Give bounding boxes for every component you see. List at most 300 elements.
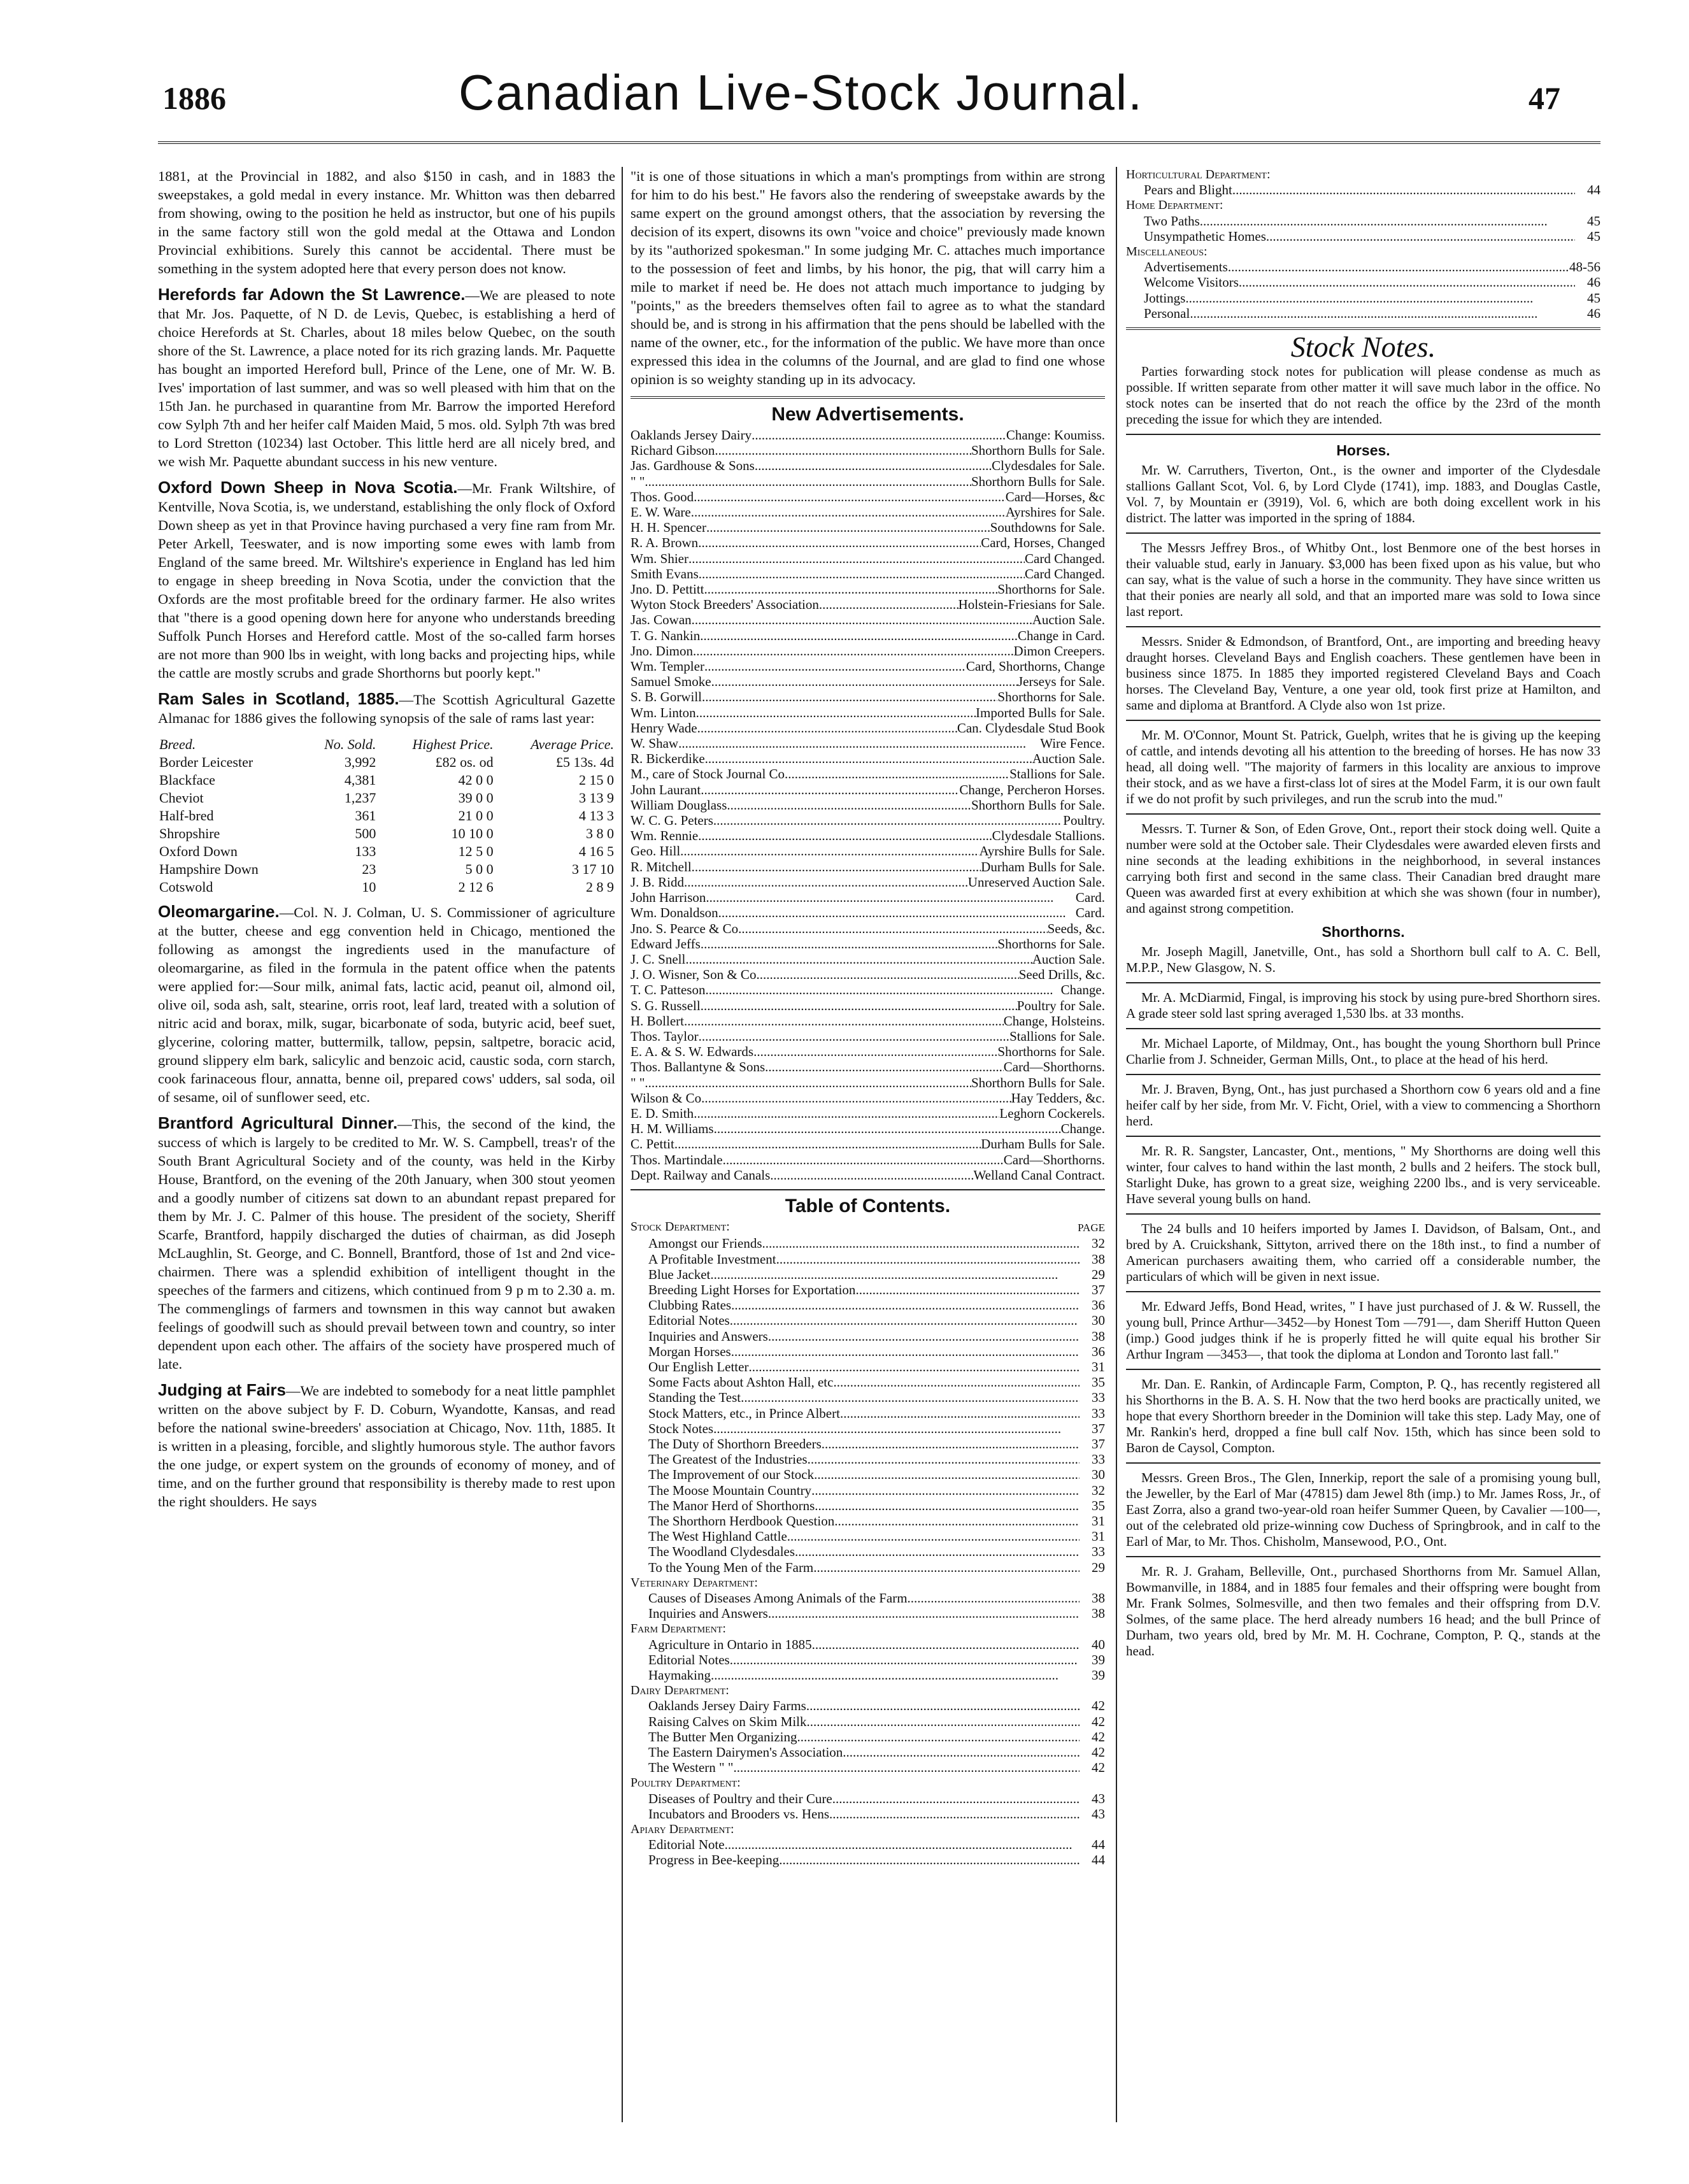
advertisement-description: Clydesdale Stallions.	[992, 828, 1105, 844]
stock-note	[1126, 540, 1600, 620]
table-cell: Border Leicester	[159, 754, 253, 770]
note-divider	[1126, 1213, 1600, 1215]
leader-dots	[731, 1297, 1080, 1313]
leader-dots	[693, 643, 1014, 659]
list-item	[631, 628, 1105, 643]
advertisement-description: Wire Fence.	[1040, 736, 1105, 752]
toc-entry	[631, 1297, 1105, 1313]
toc-entry	[631, 1252, 1105, 1267]
stock-note-text: The Messrs Jeffrey Bros., of Whitby Ont., lost Benmore one of the best horses in their valuable stud, early in January. $3,000 has been fixed upon as his value, but who can say, what is the value of such a horse in the community. They have since written us that their ponies are nearly all sold, and that an imported mare was sold to Iowa since last report.	[1126, 540, 1600, 620]
toc-entry	[631, 1652, 1105, 1667]
table-cell: Hampshire Down	[159, 861, 259, 877]
list-item	[631, 474, 1105, 489]
advertiser-name: Wm. Shier	[631, 550, 688, 566]
leader-dots	[807, 1714, 1080, 1729]
list-item	[631, 643, 1105, 659]
leader-dots	[819, 597, 959, 612]
table-cell: Shropshire	[159, 825, 220, 841]
advertisement-description: Durham Bulls for Sale.	[981, 859, 1105, 874]
advertisement-description: Change, Holsteins.	[1003, 1013, 1105, 1029]
leader-dots	[1190, 306, 1575, 321]
advertiser-name: T. G. Nankin	[631, 627, 701, 643]
toc-entry-title: Some Facts about Ashton Hall, etc	[648, 1374, 834, 1390]
toc-entry	[631, 1606, 1105, 1621]
toc-entry-title: Pears and Blight	[1144, 182, 1232, 198]
toc-entry	[631, 1344, 1105, 1359]
list-item	[631, 1044, 1105, 1059]
toc-entry-page: 33	[1092, 1544, 1105, 1560]
stock-note-text: Messrs. T. Turner & Son, of Eden Grove, Ont., report their stock doing well. Quite a number were sold at the October sale. Their Clydesdales were awarded eleven firsts and nine seconds at the leading exhibitions in the neighborhood, in several instances carrying both first and second in the same class. Their Canadian bred draught mare Queen was awarded first at every exhibition at which she was shown (four in number), and against strong competition.	[1126, 821, 1600, 917]
horses-heading: Horses.	[1336, 442, 1390, 459]
article	[158, 690, 615, 727]
toc-entry-title: Blue Jacket	[648, 1266, 711, 1282]
toc-entry	[631, 1436, 1105, 1452]
leader-dots	[768, 1606, 1080, 1621]
column-3	[1126, 167, 1600, 2127]
toc-entry	[631, 1714, 1105, 1729]
toc-entry-title: Breeding Light Horses for Exportation	[648, 1281, 856, 1297]
stock-note-text: Mr. Dan. E. Rankin, of Ardincaple Farm, Compton, P. Q., has recently registered all his Shorthorns in the B. A. S. H. Now that the two herd books are practically united, we hope that every Shorthorn breeder in the Dominion will take this step. Lady May, one of Mr. Rankin's herd, dropped a fine bull calf Nov. 15th, which has since been sold to Baron de Caysol, Compton.	[1126, 1376, 1600, 1456]
leader-dots	[711, 674, 1018, 689]
stock-note	[1126, 1376, 1600, 1456]
toc-entry-page: 37	[1092, 1281, 1105, 1297]
article-list	[158, 285, 615, 727]
leader-dots	[741, 1390, 1080, 1405]
list-item	[631, 489, 1105, 504]
leader-dots	[1185, 290, 1575, 306]
advertiser-name: S. G. Russell	[631, 997, 701, 1013]
table-row	[158, 807, 615, 825]
advertisement-description: Can. Clydesdale Stud Book	[957, 720, 1105, 736]
table-of-contents-title: Table of Contents.	[785, 1195, 951, 1217]
list-item	[631, 689, 1105, 704]
advertiser-name: S. B. Gorwill	[631, 689, 702, 705]
advertisement-description: Card, Horses, Changed	[981, 535, 1105, 551]
leader-dots	[710, 1267, 1080, 1282]
toc-category: Horticultural Department:	[1126, 168, 1271, 182]
note-divider	[1126, 1369, 1600, 1370]
stock-note	[1126, 727, 1600, 807]
toc-entry-page: 46	[1587, 275, 1600, 290]
stock-note	[1126, 821, 1600, 917]
leader-dots	[723, 1152, 1004, 1167]
leader-dots	[1200, 213, 1575, 229]
table-cell: 3 8 0	[586, 825, 614, 841]
toc-entry-title: Oaklands Jersey Dairy Farms	[648, 1698, 806, 1714]
table-row	[158, 860, 615, 878]
toc-entry-page: 42	[1092, 1713, 1105, 1729]
advertiser-name: William Douglass	[631, 797, 727, 813]
list-item	[631, 674, 1105, 689]
stock-notes-title: Stock Notes.	[1290, 331, 1436, 364]
toc-entry-title: Editorial Notes	[648, 1313, 730, 1329]
leader-dots	[843, 1745, 1080, 1760]
toc-entry-title: Unsympathetic Homes	[1144, 228, 1266, 244]
leader-dots	[770, 1167, 973, 1183]
table-cell: 361	[355, 808, 376, 824]
toc-entry	[631, 1637, 1105, 1652]
stock-note	[1126, 1299, 1600, 1362]
advertiser-name: J. B. Ridd	[631, 874, 685, 890]
leader-dots	[704, 659, 966, 674]
table-header-cell: Highest Price.	[412, 736, 494, 752]
advertiser-name: H. Bollert	[631, 1013, 684, 1029]
toc-entry	[631, 1791, 1105, 1806]
leader-dots	[701, 998, 1017, 1013]
toc-entry-page: 39	[1092, 1667, 1105, 1683]
advertiser-name: Wm. Rennie	[631, 828, 699, 844]
toc-entry-page: 43	[1092, 1790, 1105, 1806]
table-cell: Half-bred	[159, 808, 214, 824]
stock-note	[1126, 1470, 1600, 1550]
stock-note	[1126, 1143, 1600, 1207]
toc-entry	[631, 1760, 1105, 1775]
toc-entry-page: 44	[1092, 1852, 1105, 1868]
advertisement-description: Shorthorn Bulls for Sale.	[971, 443, 1105, 459]
leader-dots	[699, 1029, 1009, 1044]
list-item	[631, 936, 1105, 952]
toc-entry	[631, 1359, 1105, 1374]
toc-entry	[631, 1374, 1105, 1390]
leader-dots	[855, 1282, 1080, 1297]
advertisement-description: Shorthorns for Sale.	[997, 582, 1105, 597]
advertisement-description: Unreserved Auction Sale.	[967, 874, 1105, 890]
advertiser-name: Henry Wade	[631, 720, 697, 736]
stock-note-text: The 24 bulls and 10 heifers imported by James I. Davidson, of Balsam, Ont., and bred by A. Cruickshank, Sittyton, arrived there on the 18th inst., to find a number of American purchasers awaiting them, who carried off a considerable number, the particulars of which will be given in next issue.	[1126, 1221, 1600, 1285]
list-item	[631, 1121, 1105, 1136]
advertiser-name: Wm. Templer	[631, 659, 704, 674]
toc-entry	[631, 1236, 1105, 1251]
article-body: —The Scottish Agricultural Gazette Almanac for 1886 gives the following synopsis of the sale of rams last year:	[158, 692, 615, 726]
advertisement-description: Stallions for Sale.	[1009, 766, 1105, 782]
table-cell: 1,237	[344, 790, 376, 806]
toc-category: Poultry Department:	[631, 1776, 741, 1790]
toc-entry-title: Causes of Diseases Among Animals of the Farm	[648, 1590, 908, 1606]
toc-entry-title: Editorial Note	[648, 1837, 725, 1853]
leader-dots	[706, 520, 990, 535]
table-row	[158, 878, 615, 896]
toc-entry-page: 45	[1587, 228, 1600, 244]
toc-category: Dairy Department:	[631, 1683, 729, 1698]
leader-dots	[813, 1560, 1080, 1575]
toc-entry-title: Editorial Notes	[648, 1652, 730, 1667]
leader-dots	[795, 1544, 1080, 1559]
toc-entry-title: Welcome Visitors	[1144, 275, 1239, 290]
leader-dots	[753, 1044, 997, 1059]
advertiser-name: Wm. Linton	[631, 704, 696, 720]
toc-entry-page: 36	[1092, 1297, 1105, 1313]
leader-dots	[701, 936, 998, 952]
note-divider	[1126, 1074, 1600, 1075]
advertiser-name: Thos. Taylor	[631, 1028, 699, 1044]
table-cell: 10	[362, 879, 376, 895]
toc-entry-page: 38	[1092, 1606, 1105, 1622]
toc-entry-page: 38	[1092, 1590, 1105, 1606]
leader-dots	[678, 736, 1040, 751]
advertiser-name: Wyton Stock Breeders' Association	[631, 597, 819, 613]
advertisement-description: Card Changed.	[1025, 566, 1105, 582]
stock-note	[1126, 990, 1600, 1022]
shorthorns-notes	[1126, 944, 1600, 1659]
leader-dots	[691, 504, 1006, 520]
list-item	[631, 566, 1105, 582]
advertisement-description: Card—Horses, &c	[1005, 489, 1105, 504]
column-divider	[1116, 167, 1117, 2122]
article-body: —We are pleased to note that Mr. Jos. Paquette, of N D. de Levis, Quebec, is establishing a herd of choice Herefords at St. Charles, about 18 miles below Quebec, on the south shore of the St. Lawrence, a place noted for its rich grazing lands. Mr. Paquette has bought an imported Hereford bull, Prince of the Lene, one of Mr. W. B. Ives' importation of last summer, and was so well pleased with him that on the 15th Jan. he purchased in quarantine from Mr. Barrow the imported Hereford cow Sylph 7th and her heifer calf Maiden Maid, 5 mos. old. Sylph 7th was bred to Lord Stretton (10234) last October. This little herd are all nicely bred, and we wish Mr. Paquette abundant success in his new venture.	[158, 287, 615, 469]
leader-dots	[725, 1837, 1080, 1852]
toc-entry-title: Stock Matters, etc., in Prince Albert	[648, 1405, 840, 1421]
list-item	[631, 1075, 1105, 1090]
toc-entry-title: The Manor Herd of Shorthorns	[648, 1497, 815, 1513]
table-header-cell: Breed.	[159, 736, 196, 752]
leader-dots	[834, 1513, 1080, 1529]
leader-dots	[715, 443, 971, 458]
advertiser-name: Thos. Good	[631, 489, 694, 504]
toc-entry	[1126, 275, 1600, 290]
advertisement-description: Poultry.	[1063, 813, 1105, 829]
article-body: —Mr. Frank Wiltshire, of Kentville, Nova Scotia, is, we understand, establishing the only flock of Oxford Down sheep as yet in that Province having purchased a very fine ram from Mr. Peter Arkell, Teeswater, and is now importing some ewes with lamb from England of the same breed. Mr. Wiltshire's experience in England has led him to engage in sheep breeding in Nova Scotia, under the conviction that the Oxfords are the most profitable breed for the ordinary farmer. He also writes that "there is a good opening down here for anyone who understands breeding Suffolk Punch Horses and Hereford cattle. Most of the so-called farm horses are not more than 900 lbs in weight, with long backs and projecting hips, while the cattle are mostly scrubs and grade Shorthorns but poorly kept."	[158, 480, 615, 681]
leader-dots	[714, 1121, 1061, 1136]
table-row	[158, 789, 615, 807]
toc-entry	[1126, 259, 1600, 275]
article-title: Oleomargarine.	[158, 902, 280, 921]
note-divider	[1126, 532, 1600, 534]
advertiser-name: Geo. Hill	[631, 843, 681, 859]
list-item	[631, 828, 1105, 843]
note-divider	[1126, 813, 1600, 815]
advertisement-description: Poultry for Sale.	[1016, 997, 1105, 1013]
toc-entry	[631, 1406, 1105, 1421]
toc-entry-page: 31	[1092, 1359, 1105, 1374]
table-of-contents-continued	[1126, 167, 1600, 321]
note-divider	[1126, 626, 1600, 627]
toc-entry	[631, 1852, 1105, 1867]
advertiser-name: R. Bickerdike	[631, 751, 705, 767]
section-rule	[631, 396, 1105, 399]
toc-entry	[631, 1452, 1105, 1467]
section-rule	[1126, 434, 1600, 435]
table-cell: 2 8 9	[586, 879, 614, 895]
list-item	[631, 427, 1105, 443]
table-cell: 500	[355, 825, 376, 841]
toc-entry-title: The West Highland Cattle	[648, 1529, 787, 1545]
leader-dots	[701, 782, 959, 797]
leader-dots	[685, 952, 1032, 967]
toc-entry	[631, 1729, 1105, 1745]
leader-dots	[748, 1359, 1080, 1374]
toc-entry-title: Agriculture in Ontario in 1885	[648, 1636, 812, 1652]
list-item	[631, 874, 1105, 890]
advertiser-name: M., care of Stock Journal Co	[631, 766, 785, 782]
table-header-row	[158, 735, 615, 753]
advertiser-name: Smith Evans	[631, 566, 699, 582]
toc-entry-page: 43	[1092, 1806, 1105, 1822]
advertisement-description: Imported Bulls for Sale.	[976, 704, 1105, 720]
note-divider	[1126, 720, 1600, 721]
toc-category: Home Department:	[1126, 198, 1223, 213]
toc-entry-page: 45	[1587, 290, 1600, 306]
toc-category: Apiary Department:	[631, 1822, 734, 1837]
stock-note-text: Mr. R. R. Sangster, Lancaster, Ont., mentions, " My Shorthorns are doing well this winter, four calves to hand within the last month, 2 bulls and 2 heifers. The stock bull, Starlight Duke, has grown to a great size, weighing 2200 lbs., and is very serviceable. Have several young bulls on hand.	[1126, 1143, 1600, 1207]
article	[158, 1114, 615, 1373]
article-title: Oxford Down Sheep in Nova Scotia.	[158, 478, 458, 497]
advertisement-description: Holstein-Friesians for Sale.	[958, 597, 1105, 613]
advertiser-name: R. A. Brown	[631, 535, 699, 551]
article	[158, 903, 615, 1106]
stock-note	[1126, 634, 1600, 713]
article	[158, 1381, 615, 1511]
leader-dots	[756, 967, 1018, 982]
leader-dots	[840, 1406, 1080, 1421]
toc-entry-page: 46	[1587, 305, 1600, 321]
list-item	[631, 1136, 1105, 1152]
advertiser-name: " "	[631, 473, 645, 489]
table-cell: 42 0 0	[458, 772, 494, 788]
toc-entry-page: 48-56	[1569, 259, 1600, 275]
advertisement-description: Stallions for Sale.	[1009, 1028, 1105, 1044]
toc-entry	[631, 1806, 1105, 1822]
advertisement-description: Change in Card.	[1017, 627, 1105, 643]
toc-entry	[631, 1837, 1105, 1852]
stock-note	[1126, 1221, 1600, 1285]
list-item	[631, 659, 1105, 674]
table-cell: £82 os. od	[435, 754, 494, 770]
leader-dots	[1239, 275, 1575, 290]
toc-entry-title: Morgan Horses	[648, 1343, 731, 1359]
toc-entry-page: 30	[1092, 1467, 1105, 1483]
advertisement-description: Jerseys for Sale.	[1017, 674, 1105, 690]
article-title: Ram Sales in Scotland, 1885.	[158, 689, 399, 708]
leader-dots	[696, 705, 976, 720]
article-title: Judging at Fairs	[158, 1380, 286, 1399]
leader-dots	[814, 1467, 1080, 1482]
table-row	[158, 825, 615, 843]
toc-entry	[631, 1560, 1105, 1575]
toc-entry-title: The Duty of Shorthorn Breeders	[648, 1436, 822, 1452]
toc-entry-title: Stock Notes	[648, 1420, 714, 1436]
leader-dots	[701, 1090, 1011, 1106]
stock-note-text: Mr. Joseph Magill, Janetville, Ont., has sold a Shorthorn bull calf to A. C. Bell, M.P.P., New Glasgow, N. S.	[1126, 944, 1600, 976]
leader-dots	[1266, 229, 1575, 244]
toc-entry-title: Inquiries and Answers	[648, 1328, 768, 1344]
toc-entry	[1126, 229, 1600, 244]
table-cell: £5 13s. 4d	[555, 754, 614, 770]
advertiser-name: John Laurant	[631, 782, 701, 797]
toc-entry	[1126, 306, 1600, 321]
list-item	[631, 504, 1105, 520]
list-item	[631, 1090, 1105, 1106]
list-item	[631, 952, 1105, 967]
stock-note-text: Mr. Edward Jeffs, Bond Head, writes, " I have just purchased of J. & W. Russell, the young bull, Prince Arthur—3452—by Honest Tom —791—, dam Sheriff Hutton Queen (imp.) Good judges think if he is properly fitted he will quite equal his brother Sir Arthur Ingram —3453—, that took the diploma at London and Toronto last fall."	[1126, 1299, 1600, 1362]
advertisement-description: Hay Tedders, &c.	[1011, 1090, 1105, 1106]
toc-entry-page: 42	[1092, 1729, 1105, 1745]
advertisement-description: Shorthorn Bulls for Sale.	[971, 473, 1105, 489]
advertisement-description: Welland Canal Contract.	[973, 1167, 1105, 1183]
toc-entry-title: To the Young Men of the Farm	[648, 1559, 814, 1575]
article	[158, 478, 615, 682]
list-item	[631, 967, 1105, 982]
toc-entry-page: 30	[1092, 1313, 1105, 1329]
list-item	[631, 1106, 1105, 1121]
toc-entry-title: Progress in Bee-keeping	[648, 1852, 780, 1868]
table-cell: 3 13 9	[579, 790, 614, 806]
advertiser-name: Oaklands Jersey Dairy	[631, 427, 752, 443]
leader-dots	[699, 566, 1025, 582]
advertisement-description: Shorthorn Bulls for Sale.	[971, 797, 1105, 813]
toc-entry	[631, 1498, 1105, 1513]
stock-note	[1126, 1564, 1600, 1659]
toc-entry-title: The Improvement of our Stock	[648, 1467, 815, 1483]
toc-category: Miscellaneous:	[1126, 245, 1208, 259]
article-title: Herefords far Adown the St Lawrence.	[158, 285, 466, 304]
horses-notes	[1126, 462, 1600, 917]
advertisement-description: Change, Percheron Horses.	[959, 782, 1105, 797]
leader-dots	[692, 859, 981, 874]
toc-entry	[631, 1590, 1105, 1606]
leader-dots	[755, 458, 992, 473]
journal-title: Canadian Live-Stock Journal.	[459, 64, 1143, 120]
column-divider	[622, 167, 623, 2122]
table-row	[158, 771, 615, 789]
table-row	[158, 843, 615, 860]
advertiser-name: Thos. Ballantyne & Sons	[631, 1059, 766, 1075]
toc-entry-title: The Moose Mountain Country	[648, 1482, 812, 1498]
table-cell: 5 0 0	[465, 861, 494, 877]
column-2	[631, 167, 1105, 2127]
leader-dots	[706, 890, 1076, 905]
toc-entry	[631, 1467, 1105, 1482]
toc-entry-title: Inquiries and Answers	[648, 1606, 768, 1622]
section-rule	[1126, 327, 1600, 330]
toc-entry-page: 29	[1092, 1559, 1105, 1575]
leader-dots	[797, 1729, 1080, 1745]
leader-dots	[776, 1252, 1080, 1267]
table-header-cell: Average Price.	[531, 736, 614, 752]
article-continuation: "it is one of those situations in which a man's promptings from within are strong for him to do his best." He favors also the rendering of sweepstake awards by the same expert on the ground amongst others, that the association by reversing the decision of its expert, disowns its own "voice and choice" previously made known by its "authorized spokesman." In some judging Mr. C. attaches much importance to the possession of feet and limbs, by his honor, the pig, that will carry him a mile to market if need be. He does not attach much importance to judging by "points," as the breeders themselves often fail to agree as to what the standard should be, and is strong in his affirmation that the pens should be labelled with the name of the owner, etc., for the information of the public. We have more than once expressed this idea in the columns of the Journal, and are glad to find one whose opinion is so weighty standing up in its advocacy.	[631, 168, 1105, 387]
advertiser-name: C. Pettit	[631, 1136, 674, 1152]
toc-entry-page: 31	[1092, 1513, 1105, 1529]
list-item	[631, 705, 1105, 720]
article	[158, 285, 615, 471]
toc-category: Veterinary Department:	[631, 1575, 758, 1590]
leader-dots	[829, 1806, 1080, 1822]
toc-entry-title: Clubbing Rates	[648, 1297, 732, 1313]
list-item	[631, 458, 1105, 473]
article-continuation: 1881, at the Provincial in 1882, and also $150 in cash, and in 1883 the sweepstakes, a gold medal in every instance. Mr. Whitton was then debarred from showing, owing to the position he held as instructor, but one of his pupils in the same factory still won the gold medal at the Ottawa and London Provincial exhibitions. Surely this cannot be accidental. There must be something in the system adopted here that every person does not know.	[158, 168, 615, 276]
toc-entry-title: Jottings	[1144, 290, 1186, 306]
leader-dots	[713, 1421, 1080, 1436]
leader-dots	[688, 551, 1025, 566]
table-cell: 10 10 0	[451, 825, 494, 841]
list-item	[631, 766, 1105, 782]
toc-entry	[631, 1390, 1105, 1405]
toc-entry-page: 33	[1092, 1452, 1105, 1467]
advertiser-name: Thos. Martindale	[631, 1152, 723, 1167]
leader-dots	[812, 1637, 1080, 1652]
table-row	[158, 753, 615, 771]
leader-dots	[698, 828, 992, 843]
table-cell: 12 5 0	[458, 843, 494, 859]
leader-dots	[713, 813, 1063, 828]
toc-entry-page: 36	[1092, 1343, 1105, 1359]
toc-entry	[631, 1745, 1105, 1760]
leader-dots	[822, 1436, 1080, 1452]
toc-entry	[631, 1483, 1105, 1498]
advertiser-name: Dept. Railway and Canals	[631, 1167, 771, 1183]
leader-dots	[697, 720, 957, 736]
toc-entry-page: 29	[1092, 1266, 1105, 1282]
table-cell: Oxford Down	[159, 843, 238, 859]
